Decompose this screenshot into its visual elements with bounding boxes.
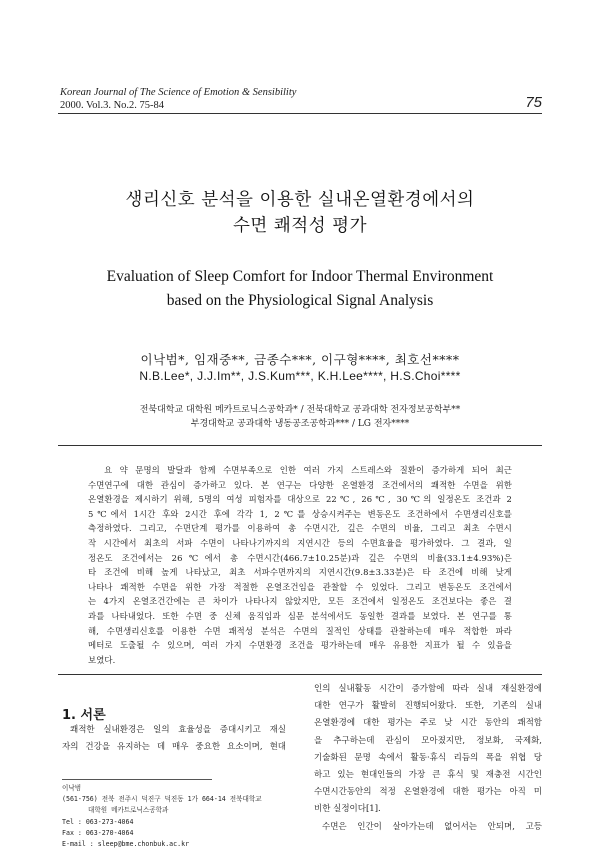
abstract-line: 온열환경을 제시하기 위해, 5명의 여성 피험자를 대상으로 22℃, 26℃, 30℃의 일정온도 조건과 2 — [88, 494, 512, 505]
footnote-address: (561-756) 전북 전주시 덕진구 덕진동 1가 664-14 전북대학교 — [62, 795, 262, 804]
abstract-line: 요 약 문명의 발달과 함께 수면부족으로 인한 여러 가지 스트레스와 질환이 증가하게 되어 최근 — [104, 465, 512, 475]
footnote-address-cont: 대학원 메카트로닉스공학과 — [88, 806, 169, 815]
intro-left-column — [62, 722, 286, 756]
journal-header — [60, 86, 540, 112]
authors-en: N.B.Lee*, J.J.Im**, J.S.Kum***, K.H.Lee****, H.S.Choi**** — [139, 369, 461, 383]
body-line: 온열환경에 대한 평가는 주로 낮 시간 동안의 쾌적함 — [314, 718, 542, 729]
abstract-bottom-rule — [58, 674, 542, 675]
abstract-line: 메터로 도출될 수 있으며, 여러 가지 수면환경 조건을 평가하는데 매우 유용한 지표가 될 수 있음을 — [88, 640, 512, 651]
abstract-line: 정온도 조건에서는 26℃에서 총 수면시간(466.7±10.25분)과 깊은 수면의 비율(33.1±4.93%)은 — [88, 552, 512, 563]
abstract-line: 과를 나타내었다. 또한 수면 중 신체 움직임과 심문 분석에서도 동일한 결과를 보였다. 본 연구를 통 — [88, 610, 512, 621]
abstract-line: 나타나 쾌적한 수면을 위한 가장 적절한 온열조건임을 관찰할 수 있었다. 그리고 변동온도 조건에서 — [88, 581, 512, 592]
body-line: 수면시간동안의 적정 온열환경에 대한 평가는 아직 미 — [314, 787, 542, 798]
body-line: 비한 실정이다[1]. — [314, 804, 381, 815]
title-ko-line-2: 수면 쾌적성 평가 — [233, 216, 367, 236]
affiliation-line-2: 부경대학교 공과대학 냉동공조공학과*** / LG 전자**** — [190, 419, 410, 429]
abstract-top-rule — [58, 445, 542, 446]
journal-name: Korean Journal of The Science of Emotion & Sensibility — [60, 87, 297, 98]
abstract-line: 작 시간에서 최초의 서파 수면이 나타나기까지의 지연시간 등의 수면효율을 평가하였다. 그 결과, 일 — [88, 537, 512, 548]
corresponding-author-footnote — [62, 783, 292, 850]
title-ko-line-1: 생리신호 분석을 이용한 실내온열환경에서의 — [125, 190, 475, 210]
title-en-line-1: Evaluation of Sleep Comfort for Indoor Thermal Environment — [106, 268, 494, 285]
footnote-tel: Tel : 063-273-4064 — [62, 817, 134, 826]
body-line: 기술화된 문명 속에서 활동·휴식 리듬의 폭을 위협 당 — [314, 752, 542, 763]
body-line: 쾌적한 실내환경은 일의 효율성을 증대시키고 재실 — [70, 725, 286, 735]
journal-volume: 2000. Vol.3. No.2. 75-84 — [60, 100, 165, 111]
abstract-line: 보였다. — [88, 654, 116, 665]
abstract-line: 수면연구에 대한 관심이 증가하고 있다. 본 연구는 다양한 온열환경 조건에서의 쾌적한 수면을 위한 — [88, 479, 512, 490]
abstract-line: 해, 수면생리신호를 이용한 수면 쾌적성 분석은 수면의 질적인 상태를 관찰하는데 매우 적합한 파라 — [88, 625, 512, 636]
abstract — [88, 463, 512, 667]
footnote-name: 이낙범 — [62, 784, 82, 792]
abstract-line: 는 4가지 온열조건간에는 큰 차이가 나타나지 않았지만, 모든 조건에서 일정온도 조건보다는 좋은 결 — [88, 596, 512, 607]
section-title-introduction: 1. 서론 — [62, 708, 106, 723]
footnote-email: E-mail : sleep@bme.chonbuk.ac.kr — [62, 840, 190, 849]
body-line: 인의 실내활동 시간이 증가함에 따라 실내 재실환경에 — [314, 684, 542, 694]
body-line: 하고 있는 현대인들의 가장 큰 휴식 및 재충전 시간인 — [314, 770, 542, 781]
authors-ko: 이낙범*, 임재중**, 금종수***, 이구형****, 최호선**** — [140, 352, 460, 367]
intro-right-column — [314, 681, 542, 836]
abstract-line: 타 조건에 비해 높게 나타났고, 최초 서파수면까지의 지연시간(9.8±3.33분)은 타 조건에 비해 낮게 — [88, 567, 512, 578]
title-en-line-2: based on the Physiological Signal Analysis — [166, 292, 434, 309]
body-line: 을 추구하는데 관심이 모아졌지만, 정보화, 국제화, — [314, 735, 542, 746]
header-rule — [58, 113, 542, 114]
footnote-rule — [62, 779, 212, 780]
body-line: 대한 연구가 활발히 진행되어왔다. 또한, 기존의 실내 — [314, 701, 542, 712]
body-line: 수면은 인간이 살아가는데 없어서는 안되며, 고등 — [322, 821, 542, 832]
abstract-line: 측정하였다. 그리고, 수면단계 평가를 이용하여 총 수면시간, 깊은 수면의 비율, 그리고 최초 수면시 — [88, 523, 512, 534]
body-line: 자의 건강을 유지하는 데 매우 중요한 요소이며, 현대 — [62, 742, 286, 753]
affiliation-line-1: 전북대학교 대학원 메카트로닉스공학과* / 전북대학교 공과대학 전자정보공학부** — [139, 405, 461, 415]
page-number: 75 — [525, 94, 542, 111]
abstract-line: 5℃에서 1시간 후와 2시간 후에 각각 1, 2℃를 상승시켜주는 변동온도 조건하에서 수면생리신호를 — [88, 508, 512, 519]
footnote-fax: Fax : 063-270-4064 — [62, 828, 134, 837]
